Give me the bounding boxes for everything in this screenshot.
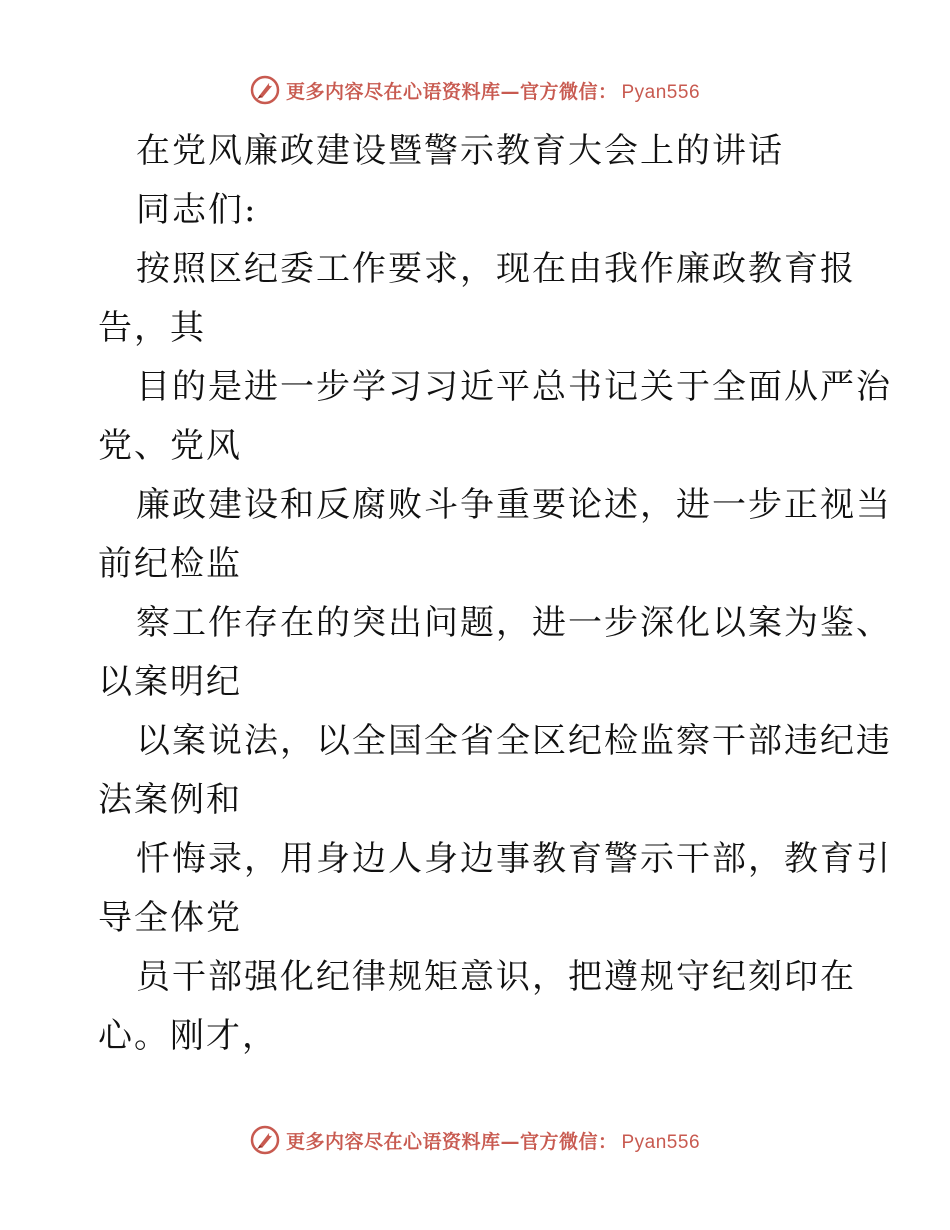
text-line: 导全体党: [98, 898, 242, 938]
watermark-text: 更多内容尽在心语资料库—官方微信： Pyan556: [285, 80, 701, 103]
watermark-text: 更多内容尽在心语资料库—官方微信： Pyan556: [285, 1130, 701, 1153]
document-greeting: 同志们:: [136, 190, 258, 230]
text-line: 按照区纪委工作要求，现在由我作廉政教育报: [136, 249, 856, 289]
watermark-wechat-id: Pyan556: [621, 1131, 701, 1153]
text-line: 目的是进一步学习习近平总书记关于全面从严治: [136, 367, 892, 407]
header-watermark: [0, 70, 950, 110]
text-line: 法案例和: [98, 780, 242, 820]
text-line: 员干部强化纪律规矩意识，把遵规守纪刻印在: [136, 957, 856, 997]
text-line: 前纪检监: [98, 544, 242, 584]
document-body: [98, 122, 892, 1066]
pen-nib-circle-icon: [250, 75, 280, 105]
watermark-wechat-id: Pyan556: [621, 81, 701, 103]
text-line: 察工作存在的突出问题，进一步深化以案为鉴、: [136, 603, 892, 643]
document-title: 在党风廉政建设暨警示教育大会上的讲话: [136, 131, 784, 171]
text-line: 心。刚才，: [98, 1016, 278, 1056]
footer-watermark: [0, 1120, 950, 1160]
text-line: 党、党风: [98, 426, 242, 466]
text-line: 以案明纪: [98, 662, 242, 702]
text-line: 告，其: [98, 308, 206, 348]
text-line: 以案说法，以全国全省全区纪检监察干部违纪违: [136, 721, 892, 761]
pen-nib-circle-icon: [250, 1125, 280, 1155]
paragraph-lines: [98, 240, 892, 1066]
text-line: 廉政建设和反腐败斗争重要论述，进一步正视当: [136, 485, 892, 525]
text-line: 忏悔录，用身边人身边事教育警示干部，教育引: [136, 839, 892, 879]
